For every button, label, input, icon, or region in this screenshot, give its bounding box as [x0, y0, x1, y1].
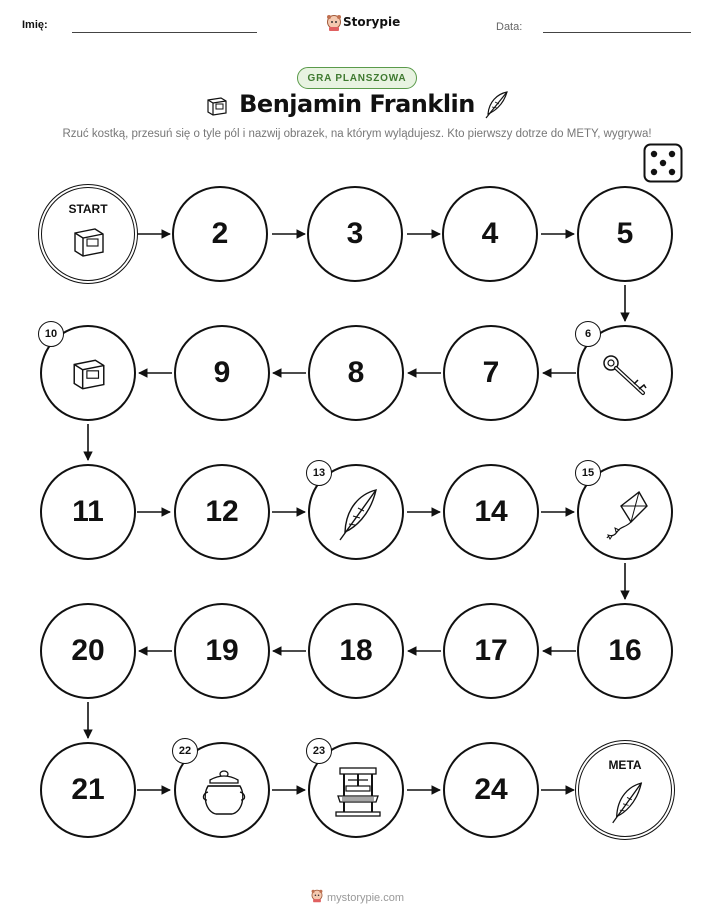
board-cell-23[interactable]: [308, 742, 404, 838]
brand-name: Storypie: [343, 15, 401, 29]
name-label: Imię:: [22, 19, 48, 31]
board-cell-9[interactable]: [174, 325, 270, 421]
page-title: Benjamin Franklin: [239, 90, 475, 118]
cell-number: 5: [616, 217, 634, 250]
board-cell-16[interactable]: [577, 603, 673, 699]
board-cell-3[interactable]: [307, 186, 403, 282]
board-cell-21[interactable]: [40, 742, 136, 838]
board-cell-13[interactable]: [308, 464, 404, 560]
board-cell-18[interactable]: [308, 603, 404, 699]
game-type-badge: GRA PLANSZOWA: [297, 67, 417, 89]
cell-number: 18: [339, 634, 373, 667]
cell-number: 14: [474, 495, 508, 528]
board-cell-start[interactable]: [38, 184, 138, 284]
cell-number: 9: [213, 356, 231, 389]
cell-number-badge: 15: [575, 460, 601, 486]
board-cell-14[interactable]: [443, 464, 539, 560]
instructions-text: Rzuć kostką, przesuń się o tyle pól i nazwij obrazek, na którym wylądujesz. Kto pierwszy dotrze do METY, wygrywa!: [62, 128, 652, 140]
cell-number: 12: [205, 495, 239, 528]
storypie-mascot-icon: [310, 889, 324, 903]
board-cell-10[interactable]: [40, 325, 136, 421]
cell-number: 16: [608, 634, 642, 667]
key-icon: [601, 353, 651, 399]
board-cell-24[interactable]: [443, 742, 539, 838]
footer-site-link[interactable]: mystorypie.com: [326, 892, 405, 904]
cell-number: 3: [346, 217, 364, 250]
cell-number-badge: 22: [172, 738, 198, 764]
board-cell-17[interactable]: [443, 603, 539, 699]
board-cell-finish[interactable]: [575, 740, 675, 840]
cell-number: 2: [211, 217, 229, 250]
quill-feather-icon: [607, 780, 647, 826]
finish-label: META: [608, 758, 642, 772]
cell-number-badge: 13: [306, 460, 332, 486]
board-cell-7[interactable]: [443, 325, 539, 421]
date-label: Data:: [496, 21, 523, 33]
board-cell-6[interactable]: [577, 325, 673, 421]
board-cell-20[interactable]: [40, 603, 136, 699]
quill-feather-icon: [334, 486, 382, 544]
kite-icon: [603, 488, 651, 544]
footer: [0, 889, 714, 904]
cell-number: 21: [71, 773, 105, 806]
board-cell-15[interactable]: [577, 464, 673, 560]
board-cell-2[interactable]: [172, 186, 268, 282]
book-icon: [71, 226, 107, 258]
cell-number: 8: [347, 356, 365, 389]
cell-number: 4: [481, 217, 499, 250]
board-cell-8[interactable]: [308, 325, 404, 421]
board-cell-19[interactable]: [174, 603, 270, 699]
cell-number-badge: 6: [575, 321, 601, 347]
start-label: START: [68, 202, 108, 216]
book-icon: [70, 357, 108, 391]
printing-press-icon: [332, 764, 384, 820]
board-cell-5[interactable]: [577, 186, 673, 282]
cell-number-badge: 10: [38, 321, 64, 347]
cell-number: 19: [205, 634, 239, 667]
cell-number: 7: [482, 356, 500, 389]
cell-number: 11: [72, 495, 104, 528]
pot-jar-icon: [200, 768, 248, 818]
cell-number: 24: [474, 773, 508, 806]
board-cell-11[interactable]: [40, 464, 136, 560]
board-cell-4[interactable]: [442, 186, 538, 282]
cell-number: 17: [474, 634, 508, 667]
cell-number: 20: [71, 634, 105, 667]
cell-number-badge: 23: [306, 738, 332, 764]
board-cell-12[interactable]: [174, 464, 270, 560]
board-cell-22[interactable]: [174, 742, 270, 838]
